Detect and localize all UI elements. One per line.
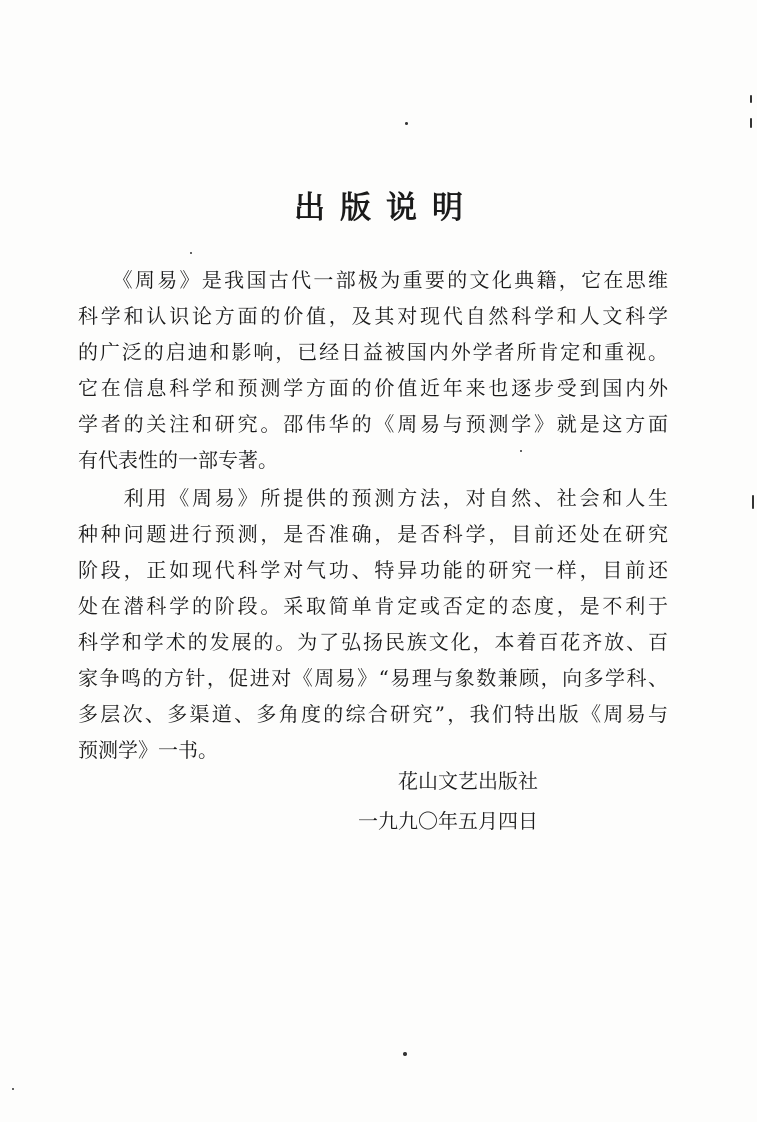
scan-speck: [405, 122, 408, 125]
text-line: 它在信息科学和预测学方面的价值近年来也逐步受到国内外: [78, 376, 668, 400]
publication-date: 一九九〇年五月四日: [358, 809, 538, 833]
body-text: [78, 262, 668, 768]
scan-speck: [520, 450, 522, 452]
text-line: 有代表性的一部专著。: [78, 448, 278, 472]
scan-speck: [403, 1052, 407, 1056]
scan-speck: [750, 118, 752, 128]
paragraph-2: [78, 480, 668, 768]
text-line: 的广泛的启迪和影响，已经日益被国内外学者所肯定和重视。: [78, 340, 668, 364]
paragraph-1: [78, 262, 668, 478]
scan-speck: [752, 495, 754, 509]
text-line: 处在潜科学的阶段。采取简单肯定或否定的态度，是不利于: [78, 594, 668, 618]
text-line: 种种问题进行预测，是否准确，是否科学，目前还处在研究: [78, 522, 668, 546]
scan-speck: [750, 95, 752, 103]
page-title: 出版说明: [294, 190, 478, 226]
text-line: 《周易》是我国古代一部极为重要的文化典籍，它在思维: [78, 268, 668, 292]
signature-block: [358, 761, 598, 841]
text-line: 利用《周易》所提供的预测方法，对自然、社会和人生: [78, 486, 668, 510]
text-line: 家争鸣的方针，促进对《周易》“易理与象数兼顾，向多学科、: [78, 666, 668, 690]
text-line: 阶段，正如现代科学对气功、特异功能的研究一样，目前还: [78, 558, 668, 582]
scan-speck: [190, 252, 192, 254]
scan-speck: [12, 1088, 14, 1090]
text-line: 科学和学术的发展的。为了弘扬民族文化，本着百花齐放、百: [78, 630, 668, 654]
publisher-name: 花山文艺出版社: [398, 769, 538, 793]
text-line: 学者的关注和研究。邵伟华的《周易与预测学》就是这方面: [78, 412, 668, 436]
text-line: 多层次、多渠道、多角度的综合研究”，我们特出版《周易与: [78, 702, 668, 726]
text-line: 预测学》一书。: [78, 738, 218, 762]
text-line: 科学和认识论方面的价值，及其对现代自然科学和人文科学: [78, 304, 668, 328]
